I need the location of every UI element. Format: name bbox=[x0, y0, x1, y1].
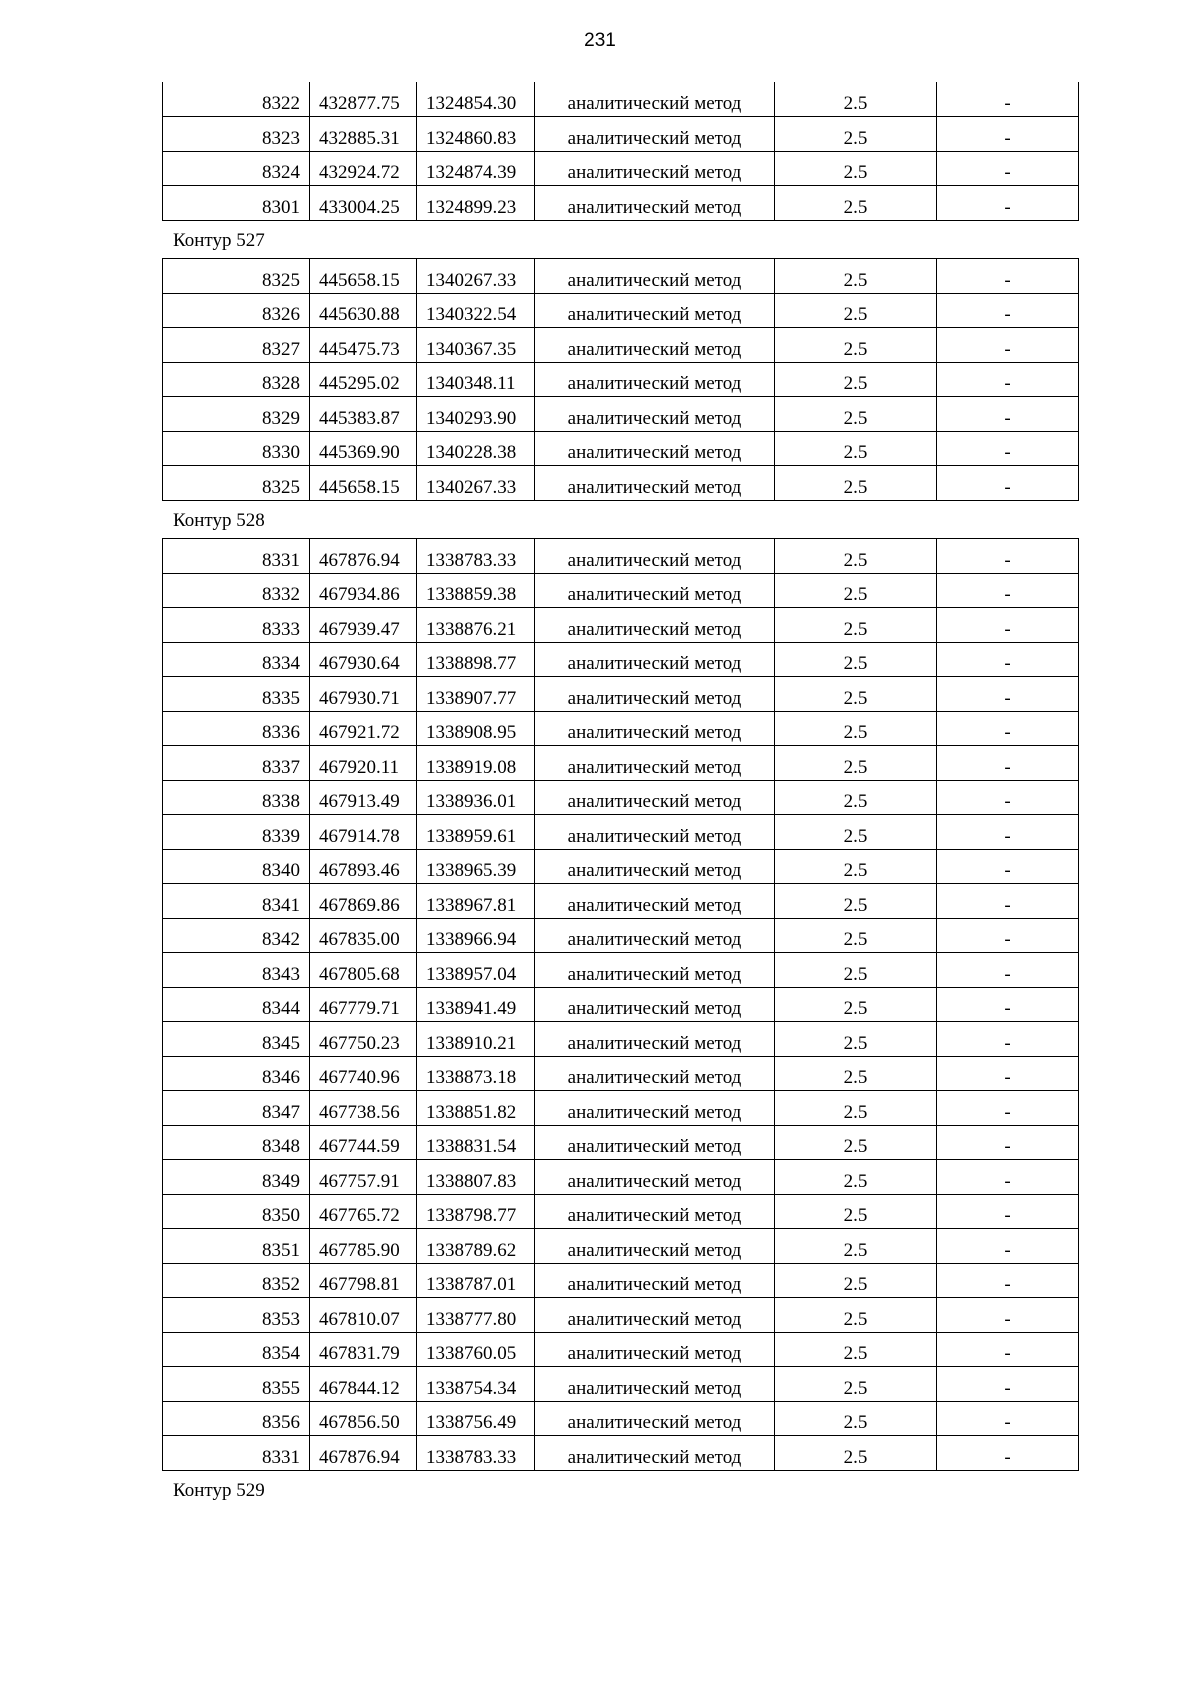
accuracy-cell: 2.5 bbox=[775, 117, 937, 152]
point-number-cell: 8330 bbox=[163, 431, 310, 466]
coordinates-table bbox=[162, 82, 1079, 221]
point-number-cell: 8328 bbox=[163, 362, 310, 397]
accuracy-cell: 2.5 bbox=[775, 1401, 937, 1436]
x-coordinate-cell: 467913.49 bbox=[310, 780, 417, 815]
accuracy-cell: 2.5 bbox=[775, 711, 937, 746]
note-cell: - bbox=[937, 953, 1079, 988]
method-cell: аналитический метод bbox=[535, 1091, 775, 1126]
note-cell: - bbox=[937, 608, 1079, 643]
y-coordinate-cell: 1324899.23 bbox=[417, 186, 535, 221]
accuracy-cell: 2.5 bbox=[775, 1125, 937, 1160]
y-coordinate-cell: 1338919.08 bbox=[417, 746, 535, 781]
note-cell: - bbox=[937, 815, 1079, 850]
x-coordinate-cell: 467750.23 bbox=[310, 1022, 417, 1057]
accuracy-cell: 2.5 bbox=[775, 1160, 937, 1195]
contour-label: Контур 527 bbox=[173, 229, 265, 251]
accuracy-cell: 2.5 bbox=[775, 1091, 937, 1126]
method-cell: аналитический метод bbox=[535, 987, 775, 1022]
point-number-cell: 8344 bbox=[163, 987, 310, 1022]
accuracy-cell: 2.5 bbox=[775, 1332, 937, 1367]
y-coordinate-cell: 1338876.21 bbox=[417, 608, 535, 643]
y-coordinate-cell: 1340267.33 bbox=[417, 466, 535, 501]
point-number-cell: 8331 bbox=[163, 539, 310, 574]
table-row bbox=[163, 1263, 1079, 1298]
note-cell: - bbox=[937, 1263, 1079, 1298]
method-cell: аналитический метод bbox=[535, 1022, 775, 1057]
point-number-cell: 8331 bbox=[163, 1436, 310, 1471]
note-cell: - bbox=[937, 466, 1079, 501]
accuracy-cell: 2.5 bbox=[775, 1229, 937, 1264]
point-number-cell: 8340 bbox=[163, 849, 310, 884]
point-number-cell: 8335 bbox=[163, 677, 310, 712]
note-cell: - bbox=[937, 918, 1079, 953]
x-coordinate-cell: 467757.91 bbox=[310, 1160, 417, 1195]
accuracy-cell: 2.5 bbox=[775, 642, 937, 677]
y-coordinate-cell: 1324860.83 bbox=[417, 117, 535, 152]
accuracy-cell: 2.5 bbox=[775, 884, 937, 919]
method-cell: аналитический метод bbox=[535, 431, 775, 466]
x-coordinate-cell: 467930.71 bbox=[310, 677, 417, 712]
x-coordinate-cell: 467805.68 bbox=[310, 953, 417, 988]
table-row bbox=[163, 1367, 1079, 1402]
x-coordinate-cell: 467785.90 bbox=[310, 1229, 417, 1264]
accuracy-cell: 2.5 bbox=[775, 328, 937, 363]
point-number-cell: 8349 bbox=[163, 1160, 310, 1195]
table-row bbox=[163, 987, 1079, 1022]
x-coordinate-cell: 467835.00 bbox=[310, 918, 417, 953]
accuracy-cell: 2.5 bbox=[775, 573, 937, 608]
note-cell: - bbox=[937, 1401, 1079, 1436]
point-number-cell: 8334 bbox=[163, 642, 310, 677]
note-cell: - bbox=[937, 259, 1079, 294]
method-cell: аналитический метод bbox=[535, 397, 775, 432]
accuracy-cell: 2.5 bbox=[775, 746, 937, 781]
method-cell: аналитический метод bbox=[535, 1436, 775, 1471]
method-cell: аналитический метод bbox=[535, 1367, 775, 1402]
table-row bbox=[163, 884, 1079, 919]
table-row bbox=[163, 151, 1079, 186]
accuracy-cell: 2.5 bbox=[775, 1194, 937, 1229]
y-coordinate-cell: 1338966.94 bbox=[417, 918, 535, 953]
x-coordinate-cell: 445658.15 bbox=[310, 466, 417, 501]
method-cell: аналитический метод bbox=[535, 151, 775, 186]
point-number-cell: 8329 bbox=[163, 397, 310, 432]
x-coordinate-cell: 467831.79 bbox=[310, 1332, 417, 1367]
point-number-cell: 8345 bbox=[163, 1022, 310, 1057]
y-coordinate-cell: 1338873.18 bbox=[417, 1056, 535, 1091]
x-coordinate-cell: 467740.96 bbox=[310, 1056, 417, 1091]
x-coordinate-cell: 467920.11 bbox=[310, 746, 417, 781]
point-number-cell: 8322 bbox=[163, 82, 310, 117]
x-coordinate-cell: 445630.88 bbox=[310, 293, 417, 328]
accuracy-cell: 2.5 bbox=[775, 1436, 937, 1471]
accuracy-cell: 2.5 bbox=[775, 953, 937, 988]
note-cell: - bbox=[937, 397, 1079, 432]
table-row bbox=[163, 1436, 1079, 1471]
point-number-cell: 8353 bbox=[163, 1298, 310, 1333]
accuracy-cell: 2.5 bbox=[775, 849, 937, 884]
note-cell: - bbox=[937, 431, 1079, 466]
coordinates-table bbox=[162, 538, 1079, 1471]
x-coordinate-cell: 445658.15 bbox=[310, 259, 417, 294]
method-cell: аналитический метод bbox=[535, 573, 775, 608]
point-number-cell: 8333 bbox=[163, 608, 310, 643]
note-cell: - bbox=[937, 1194, 1079, 1229]
y-coordinate-cell: 1324874.39 bbox=[417, 151, 535, 186]
method-cell: аналитический метод bbox=[535, 328, 775, 363]
method-cell: аналитический метод bbox=[535, 1401, 775, 1436]
method-cell: аналитический метод bbox=[535, 1194, 775, 1229]
x-coordinate-cell: 467779.71 bbox=[310, 987, 417, 1022]
point-number-cell: 8332 bbox=[163, 573, 310, 608]
table-row bbox=[163, 328, 1079, 363]
x-coordinate-cell: 467856.50 bbox=[310, 1401, 417, 1436]
accuracy-cell: 2.5 bbox=[775, 82, 937, 117]
note-cell: - bbox=[937, 711, 1079, 746]
method-cell: аналитический метод bbox=[535, 117, 775, 152]
note-cell: - bbox=[937, 362, 1079, 397]
coordinates-document bbox=[162, 82, 1078, 1508]
note-cell: - bbox=[937, 539, 1079, 574]
y-coordinate-cell: 1338908.95 bbox=[417, 711, 535, 746]
table-row bbox=[163, 431, 1079, 466]
accuracy-cell: 2.5 bbox=[775, 466, 937, 501]
point-number-cell: 8355 bbox=[163, 1367, 310, 1402]
y-coordinate-cell: 1338783.33 bbox=[417, 1436, 535, 1471]
x-coordinate-cell: 432877.75 bbox=[310, 82, 417, 117]
accuracy-cell: 2.5 bbox=[775, 539, 937, 574]
x-coordinate-cell: 467738.56 bbox=[310, 1091, 417, 1126]
point-number-cell: 8338 bbox=[163, 780, 310, 815]
accuracy-cell: 2.5 bbox=[775, 815, 937, 850]
y-coordinate-cell: 1338807.83 bbox=[417, 1160, 535, 1195]
table-row bbox=[163, 711, 1079, 746]
y-coordinate-cell: 1338859.38 bbox=[417, 573, 535, 608]
x-coordinate-cell: 467930.64 bbox=[310, 642, 417, 677]
contour-label: Контур 528 bbox=[173, 509, 265, 531]
table-row bbox=[163, 1401, 1079, 1436]
x-coordinate-cell: 467765.72 bbox=[310, 1194, 417, 1229]
x-coordinate-cell: 467921.72 bbox=[310, 711, 417, 746]
point-number-cell: 8301 bbox=[163, 186, 310, 221]
x-coordinate-cell: 467869.86 bbox=[310, 884, 417, 919]
note-cell: - bbox=[937, 1332, 1079, 1367]
method-cell: аналитический метод bbox=[535, 1056, 775, 1091]
y-coordinate-cell: 1338967.81 bbox=[417, 884, 535, 919]
method-cell: аналитический метод bbox=[535, 1298, 775, 1333]
accuracy-cell: 2.5 bbox=[775, 186, 937, 221]
x-coordinate-cell: 432885.31 bbox=[310, 117, 417, 152]
y-coordinate-cell: 1338798.77 bbox=[417, 1194, 535, 1229]
note-cell: - bbox=[937, 1091, 1079, 1126]
note-cell: - bbox=[937, 849, 1079, 884]
table-row bbox=[163, 1332, 1079, 1367]
note-cell: - bbox=[937, 1229, 1079, 1264]
method-cell: аналитический метод bbox=[535, 746, 775, 781]
y-coordinate-cell: 1340322.54 bbox=[417, 293, 535, 328]
note-cell: - bbox=[937, 573, 1079, 608]
x-coordinate-cell: 432924.72 bbox=[310, 151, 417, 186]
x-coordinate-cell: 467798.81 bbox=[310, 1263, 417, 1298]
note-cell: - bbox=[937, 884, 1079, 919]
accuracy-cell: 2.5 bbox=[775, 1367, 937, 1402]
method-cell: аналитический метод bbox=[535, 1125, 775, 1160]
y-coordinate-cell: 1338783.33 bbox=[417, 539, 535, 574]
method-cell: аналитический метод bbox=[535, 711, 775, 746]
contour-label: Контур 529 bbox=[173, 1479, 265, 1501]
x-coordinate-cell: 467810.07 bbox=[310, 1298, 417, 1333]
method-cell: аналитический метод bbox=[535, 539, 775, 574]
accuracy-cell: 2.5 bbox=[775, 362, 937, 397]
accuracy-cell: 2.5 bbox=[775, 151, 937, 186]
note-cell: - bbox=[937, 82, 1079, 117]
y-coordinate-cell: 1338754.34 bbox=[417, 1367, 535, 1402]
table-row bbox=[163, 849, 1079, 884]
y-coordinate-cell: 1338907.77 bbox=[417, 677, 535, 712]
note-cell: - bbox=[937, 117, 1079, 152]
note-cell: - bbox=[937, 1125, 1079, 1160]
table-row bbox=[163, 608, 1079, 643]
table-row bbox=[163, 815, 1079, 850]
coordinates-table bbox=[162, 258, 1079, 501]
y-coordinate-cell: 1338851.82 bbox=[417, 1091, 535, 1126]
method-cell: аналитический метод bbox=[535, 677, 775, 712]
table-row bbox=[163, 953, 1079, 988]
y-coordinate-cell: 1338957.04 bbox=[417, 953, 535, 988]
table-row bbox=[163, 1160, 1079, 1195]
point-number-cell: 8325 bbox=[163, 259, 310, 294]
method-cell: аналитический метод bbox=[535, 293, 775, 328]
y-coordinate-cell: 1338965.39 bbox=[417, 849, 535, 884]
table-row bbox=[163, 573, 1079, 608]
method-cell: аналитический метод bbox=[535, 608, 775, 643]
point-number-cell: 8343 bbox=[163, 953, 310, 988]
table-row bbox=[163, 186, 1079, 221]
y-coordinate-cell: 1338941.49 bbox=[417, 987, 535, 1022]
accuracy-cell: 2.5 bbox=[775, 259, 937, 294]
y-coordinate-cell: 1324854.30 bbox=[417, 82, 535, 117]
accuracy-cell: 2.5 bbox=[775, 397, 937, 432]
point-number-cell: 8351 bbox=[163, 1229, 310, 1264]
note-cell: - bbox=[937, 987, 1079, 1022]
note-cell: - bbox=[937, 1367, 1079, 1402]
accuracy-cell: 2.5 bbox=[775, 608, 937, 643]
note-cell: - bbox=[937, 1160, 1079, 1195]
method-cell: аналитический метод bbox=[535, 815, 775, 850]
table-row bbox=[163, 780, 1079, 815]
method-cell: аналитический метод bbox=[535, 849, 775, 884]
table-row bbox=[163, 293, 1079, 328]
note-cell: - bbox=[937, 1298, 1079, 1333]
note-cell: - bbox=[937, 186, 1079, 221]
table-row bbox=[163, 642, 1079, 677]
note-cell: - bbox=[937, 293, 1079, 328]
table-row bbox=[163, 1091, 1079, 1126]
point-number-cell: 8339 bbox=[163, 815, 310, 850]
point-number-cell: 8347 bbox=[163, 1091, 310, 1126]
y-coordinate-cell: 1340367.35 bbox=[417, 328, 535, 363]
accuracy-cell: 2.5 bbox=[775, 677, 937, 712]
y-coordinate-cell: 1338898.77 bbox=[417, 642, 535, 677]
note-cell: - bbox=[937, 151, 1079, 186]
note-cell: - bbox=[937, 746, 1079, 781]
x-coordinate-cell: 467893.46 bbox=[310, 849, 417, 884]
point-number-cell: 8327 bbox=[163, 328, 310, 363]
point-number-cell: 8323 bbox=[163, 117, 310, 152]
table-row bbox=[163, 259, 1079, 294]
x-coordinate-cell: 445295.02 bbox=[310, 362, 417, 397]
x-coordinate-cell: 467744.59 bbox=[310, 1125, 417, 1160]
table-row bbox=[163, 746, 1079, 781]
method-cell: аналитический метод bbox=[535, 362, 775, 397]
accuracy-cell: 2.5 bbox=[775, 918, 937, 953]
x-coordinate-cell: 467934.86 bbox=[310, 573, 417, 608]
x-coordinate-cell: 445475.73 bbox=[310, 328, 417, 363]
point-number-cell: 8324 bbox=[163, 151, 310, 186]
y-coordinate-cell: 1340293.90 bbox=[417, 397, 535, 432]
point-number-cell: 8342 bbox=[163, 918, 310, 953]
page-number: 231 bbox=[584, 30, 616, 51]
point-number-cell: 8336 bbox=[163, 711, 310, 746]
point-number-cell: 8325 bbox=[163, 466, 310, 501]
point-number-cell: 8341 bbox=[163, 884, 310, 919]
note-cell: - bbox=[937, 1056, 1079, 1091]
point-number-cell: 8346 bbox=[163, 1056, 310, 1091]
point-number-cell: 8356 bbox=[163, 1401, 310, 1436]
method-cell: аналитический метод bbox=[535, 1229, 775, 1264]
note-cell: - bbox=[937, 642, 1079, 677]
y-coordinate-cell: 1338787.01 bbox=[417, 1263, 535, 1298]
point-number-cell: 8337 bbox=[163, 746, 310, 781]
table-row bbox=[163, 397, 1079, 432]
table-row bbox=[163, 1056, 1079, 1091]
x-coordinate-cell: 433004.25 bbox=[310, 186, 417, 221]
y-coordinate-cell: 1338760.05 bbox=[417, 1332, 535, 1367]
accuracy-cell: 2.5 bbox=[775, 1263, 937, 1298]
accuracy-cell: 2.5 bbox=[775, 1022, 937, 1057]
y-coordinate-cell: 1340348.11 bbox=[417, 362, 535, 397]
y-coordinate-cell: 1338756.49 bbox=[417, 1401, 535, 1436]
y-coordinate-cell: 1338959.61 bbox=[417, 815, 535, 850]
accuracy-cell: 2.5 bbox=[775, 293, 937, 328]
y-coordinate-cell: 1338910.21 bbox=[417, 1022, 535, 1057]
point-number-cell: 8348 bbox=[163, 1125, 310, 1160]
table-row bbox=[163, 1022, 1079, 1057]
y-coordinate-cell: 1338789.62 bbox=[417, 1229, 535, 1264]
accuracy-cell: 2.5 bbox=[775, 780, 937, 815]
table-row bbox=[163, 1298, 1079, 1333]
table-row bbox=[163, 1229, 1079, 1264]
method-cell: аналитический метод bbox=[535, 918, 775, 953]
y-coordinate-cell: 1340267.33 bbox=[417, 259, 535, 294]
x-coordinate-cell: 467914.78 bbox=[310, 815, 417, 850]
method-cell: аналитический метод bbox=[535, 642, 775, 677]
point-number-cell: 8352 bbox=[163, 1263, 310, 1298]
table-row bbox=[163, 539, 1079, 574]
point-number-cell: 8326 bbox=[163, 293, 310, 328]
note-cell: - bbox=[937, 1436, 1079, 1471]
y-coordinate-cell: 1340228.38 bbox=[417, 431, 535, 466]
accuracy-cell: 2.5 bbox=[775, 431, 937, 466]
y-coordinate-cell: 1338777.80 bbox=[417, 1298, 535, 1333]
method-cell: аналитический метод bbox=[535, 259, 775, 294]
method-cell: аналитический метод bbox=[535, 953, 775, 988]
x-coordinate-cell: 467876.94 bbox=[310, 539, 417, 574]
table-row bbox=[163, 117, 1079, 152]
accuracy-cell: 2.5 bbox=[775, 987, 937, 1022]
method-cell: аналитический метод bbox=[535, 884, 775, 919]
table-row bbox=[163, 918, 1079, 953]
note-cell: - bbox=[937, 780, 1079, 815]
accuracy-cell: 2.5 bbox=[775, 1298, 937, 1333]
table-row bbox=[163, 466, 1079, 501]
method-cell: аналитический метод bbox=[535, 1332, 775, 1367]
method-cell: аналитический метод bbox=[535, 466, 775, 501]
table-row bbox=[163, 677, 1079, 712]
table-row bbox=[163, 82, 1079, 117]
method-cell: аналитический метод bbox=[535, 780, 775, 815]
table-row bbox=[163, 1194, 1079, 1229]
x-coordinate-cell: 467939.47 bbox=[310, 608, 417, 643]
x-coordinate-cell: 467844.12 bbox=[310, 1367, 417, 1402]
x-coordinate-cell: 467876.94 bbox=[310, 1436, 417, 1471]
method-cell: аналитический метод bbox=[535, 82, 775, 117]
note-cell: - bbox=[937, 677, 1079, 712]
note-cell: - bbox=[937, 328, 1079, 363]
table-row bbox=[163, 1125, 1079, 1160]
method-cell: аналитический метод bbox=[535, 1263, 775, 1298]
y-coordinate-cell: 1338936.01 bbox=[417, 780, 535, 815]
x-coordinate-cell: 445369.90 bbox=[310, 431, 417, 466]
x-coordinate-cell: 445383.87 bbox=[310, 397, 417, 432]
point-number-cell: 8354 bbox=[163, 1332, 310, 1367]
method-cell: аналитический метод bbox=[535, 186, 775, 221]
point-number-cell: 8350 bbox=[163, 1194, 310, 1229]
note-cell: - bbox=[937, 1022, 1079, 1057]
accuracy-cell: 2.5 bbox=[775, 1056, 937, 1091]
method-cell: аналитический метод bbox=[535, 1160, 775, 1195]
table-row bbox=[163, 362, 1079, 397]
y-coordinate-cell: 1338831.54 bbox=[417, 1125, 535, 1160]
